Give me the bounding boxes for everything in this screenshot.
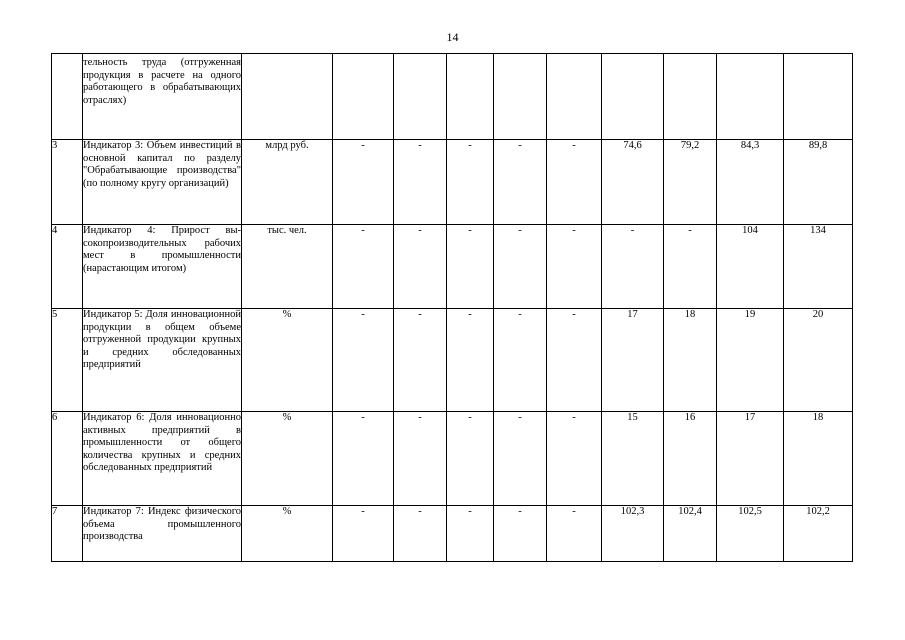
value-cell: 15	[602, 412, 664, 506]
value-cell: 18	[784, 412, 853, 506]
unit-cell: %	[242, 309, 333, 412]
value-cell: 84,3	[717, 140, 784, 225]
unit-cell	[242, 54, 333, 140]
value-cell	[447, 54, 494, 140]
value-cell	[784, 54, 853, 140]
value-cell: 18	[664, 309, 717, 412]
row-number-cell: 7	[52, 506, 83, 562]
value-cell: -	[547, 140, 602, 225]
value-cell: 102,5	[717, 506, 784, 562]
row-number-cell: 4	[52, 225, 83, 309]
value-cell: -	[333, 309, 394, 412]
value-cell: -	[333, 225, 394, 309]
value-cell: -	[447, 309, 494, 412]
row-number-cell: 6	[52, 412, 83, 506]
unit-cell: %	[242, 506, 333, 562]
table-row	[52, 412, 853, 506]
unit-cell: %	[242, 412, 333, 506]
value-cell: -	[447, 506, 494, 562]
value-cell: -	[547, 412, 602, 506]
value-cell: -	[447, 225, 494, 309]
page-number: 14	[446, 30, 459, 44]
value-cell: -	[547, 309, 602, 412]
value-cell: 74,6	[602, 140, 664, 225]
value-cell	[547, 54, 602, 140]
table-row	[52, 225, 853, 309]
value-cell: -	[394, 309, 447, 412]
value-cell	[494, 54, 547, 140]
indicator-name-cell: Индикатор 3: Объем инвестиций в основной капитал по разделу "Обрабатывающие производства" (по полному кругу организаций)	[83, 140, 242, 225]
value-cell	[602, 54, 664, 140]
value-cell: -	[494, 140, 547, 225]
indicator-name-cell: Индикатор 6: Доля инновационно активных предприятий в промышленности от общего количества крупных и средних обследованных предприятий	[83, 412, 242, 506]
value-cell: -	[394, 225, 447, 309]
value-cell	[394, 54, 447, 140]
table-row	[52, 309, 853, 412]
value-cell	[333, 54, 394, 140]
indicator-name-cell: Индикатор 4: Прирост высокопроизводительных рабочих мест в промышленности (нарастающим итогом)	[83, 225, 242, 309]
row-number-cell: 3	[52, 140, 83, 225]
value-cell: 79,2	[664, 140, 717, 225]
value-cell	[717, 54, 784, 140]
value-cell: -	[447, 140, 494, 225]
indicators-table	[51, 53, 853, 562]
value-cell: -	[494, 309, 547, 412]
value-cell: 16	[664, 412, 717, 506]
value-cell: 19	[717, 309, 784, 412]
value-cell: 102,4	[664, 506, 717, 562]
value-cell: 17	[602, 309, 664, 412]
value-cell: -	[333, 140, 394, 225]
value-cell: -	[447, 412, 494, 506]
value-cell: 102,2	[784, 506, 853, 562]
unit-cell: тыс. чел.	[242, 225, 333, 309]
value-cell: -	[333, 506, 394, 562]
value-cell: 104	[717, 225, 784, 309]
value-cell: -	[547, 506, 602, 562]
table-row	[52, 54, 853, 140]
indicator-name-cell: Индикатор 5: Доля инновационной продукции в общем объеме отгруженной продукции крупных и средних обследованных предприятий	[83, 309, 242, 412]
value-cell: -	[664, 225, 717, 309]
value-cell: 17	[717, 412, 784, 506]
value-cell: -	[494, 225, 547, 309]
value-cell: -	[494, 506, 547, 562]
value-cell: 134	[784, 225, 853, 309]
unit-cell: млрд руб.	[242, 140, 333, 225]
value-cell: -	[602, 225, 664, 309]
value-cell: -	[547, 225, 602, 309]
table-row	[52, 140, 853, 225]
indicator-name-cell: Индикатор 7: Индекс физического объема промышленного производства	[83, 506, 242, 562]
value-cell: -	[333, 412, 394, 506]
value-cell: -	[394, 412, 447, 506]
row-number-cell: 5	[52, 309, 83, 412]
value-cell: 102,3	[602, 506, 664, 562]
value-cell: 20	[784, 309, 853, 412]
value-cell: -	[394, 140, 447, 225]
value-cell	[664, 54, 717, 140]
value-cell: -	[494, 412, 547, 506]
value-cell: -	[394, 506, 447, 562]
value-cell: 89,8	[784, 140, 853, 225]
indicator-name-cell: тельность труда (отгруженная продукция в расчете на одного работающего в обрабатывающих отраслях)	[83, 54, 242, 140]
row-number-cell	[52, 54, 83, 140]
table-row	[52, 506, 853, 562]
